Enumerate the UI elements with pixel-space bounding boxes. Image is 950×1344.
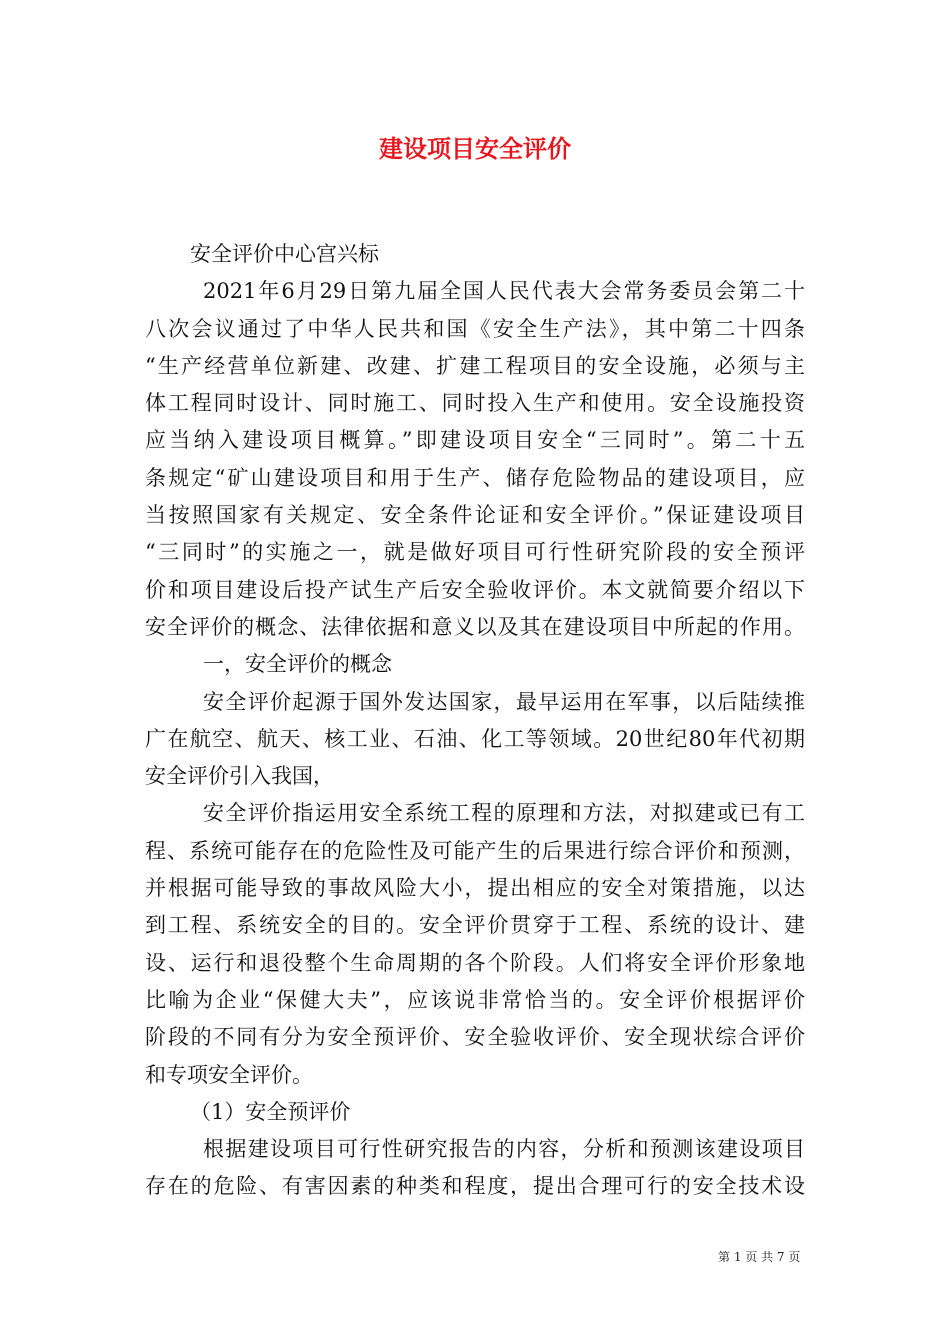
text-line: 一，安全评价的概念 xyxy=(203,652,392,677)
text-line: 存在的危险、有害因素的种类和程度，提出合理可行的安全技术设 xyxy=(145,1174,805,1199)
text-line: 比喻为企业“保健大夫”，应该说非常恰当的。安全评价根据评价 xyxy=(145,987,805,1012)
document-body xyxy=(145,236,805,1206)
text-line: 和专项安全评价。 xyxy=(145,1062,313,1087)
text-line: 体工程同时设计、同时施工、同时投入生产和使用。安全设施投资 xyxy=(145,391,805,416)
text-line: 条规定“矿山建设项目和用于生产、储存危险物品的建设项目，应 xyxy=(145,465,805,490)
text-line: “三同时”的实施之一，就是做好项目可行性研究阶段的安全预评 xyxy=(145,540,805,565)
text-line: 安全评价指运用安全系统工程的原理和方法，对拟建或已有工 xyxy=(203,801,805,826)
text-line: 安全评价引入我国， xyxy=(145,764,334,789)
text-line: 程、系统可能存在的危险性及可能产生的后果进行综合评价和预测， xyxy=(145,838,805,863)
text-line: “生产经营单位新建、改建、扩建工程项目的安全设施，必须与主 xyxy=(145,353,805,378)
text-line: 安全评价起源于国外发达国家，最早运用在军事，以后陆续推 xyxy=(203,689,805,714)
text-line: 根据建设项目可行性研究报告的内容，分析和预测该建设项目 xyxy=(203,1137,805,1162)
text-line: 应当纳入建设项目概算。”即建设项目安全“三同时”。第二十五 xyxy=(145,428,805,453)
text-line: 设、运行和退役整个生命周期的各个阶段。人们将安全评价形象地 xyxy=(145,950,805,975)
text-line: 广在航空、航天、核工业、石油、化工等领域。20世纪80年代初期 xyxy=(145,726,805,751)
page-number: 第 1 页 共 7 页 xyxy=(718,1250,801,1264)
text-line: 阶段的不同有分为安全预评价、安全验收评价、安全现状综合评价 xyxy=(145,1025,805,1050)
text-line: 安全评价的概念、法律依据和意义以及其在建设项目中所起的作用。 xyxy=(145,614,805,639)
document-title: 建设项目安全评价 xyxy=(379,134,571,163)
text-line: （1）安全预评价 xyxy=(190,1099,351,1124)
text-line: 八次会议通过了中华人民共和国《安全生产法》，其中第二十四条 xyxy=(145,316,805,341)
text-line: 安全评价中心宫兴标 xyxy=(190,242,379,266)
text-line: 价和项目建设后投产试生产后安全验收评价。本文就简要介绍以下 xyxy=(145,577,805,602)
text-line: 当按照国家有关规定、安全条件论证和安全评价。”保证建设项目 xyxy=(145,503,805,528)
text-line: 到工程、系统安全的目的。安全评价贯穿于工程、系统的设计、建 xyxy=(145,913,805,938)
text-line: 2021年6月29日第九届全国人民代表大会常务委员会第二十 xyxy=(203,279,805,304)
text-line: 并根据可能导致的事故风险大小，提出相应的安全对策措施，以达 xyxy=(145,876,805,901)
